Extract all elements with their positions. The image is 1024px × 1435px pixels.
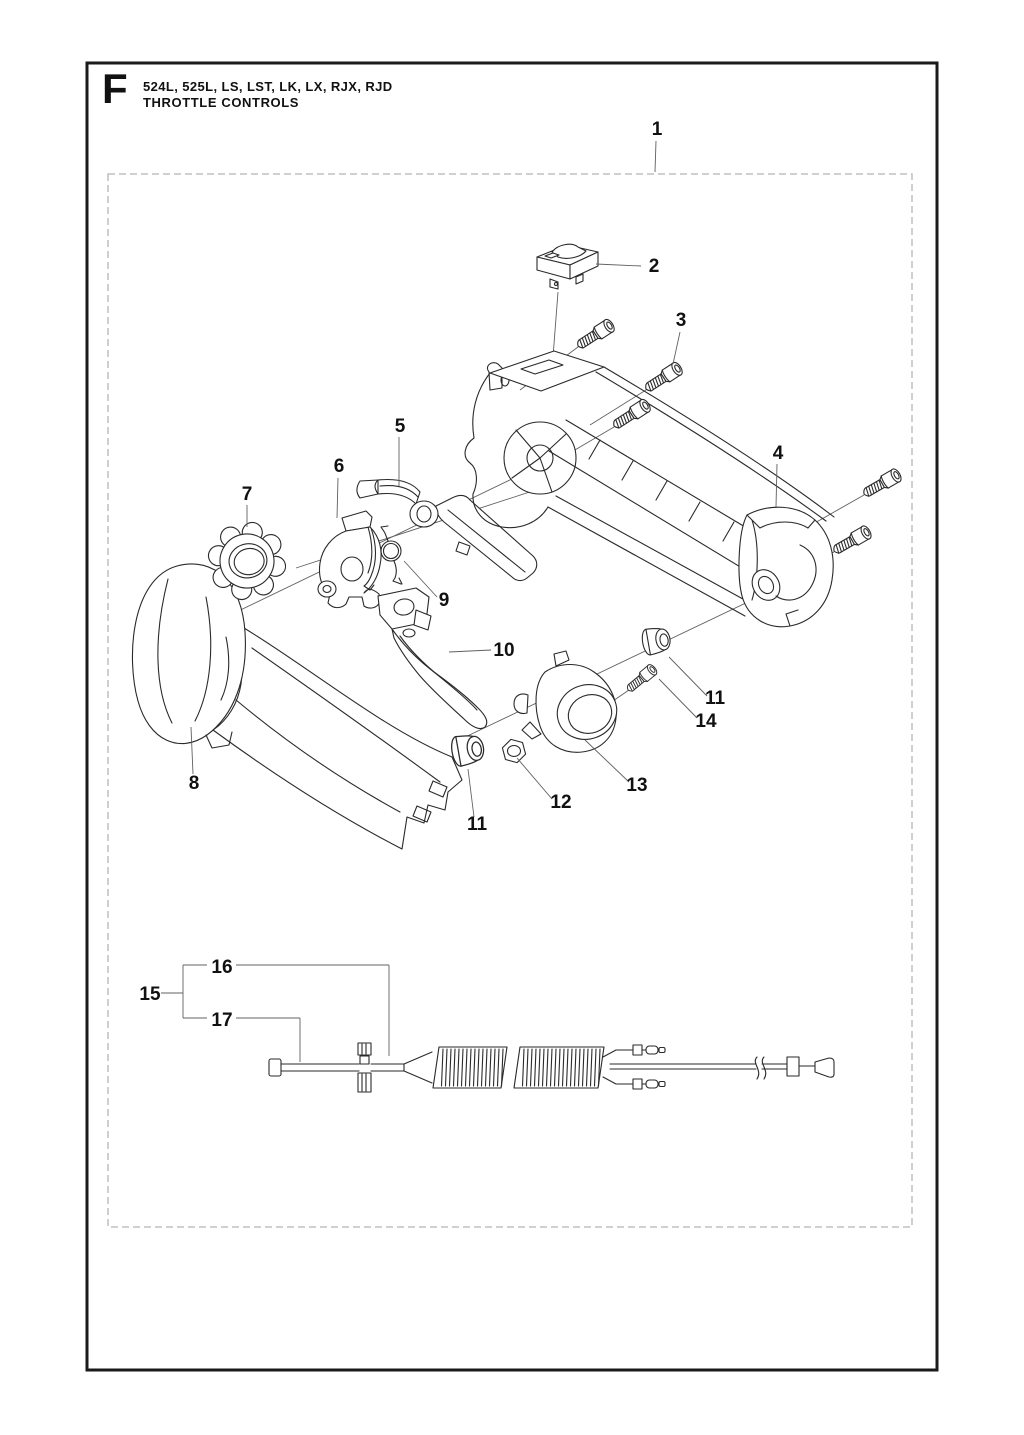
part-13-cable-clamp <box>514 651 624 752</box>
callout-1-label: 1 <box>651 119 663 140</box>
section-letter: F <box>102 65 128 112</box>
callout-12-label: 12 <box>550 792 572 813</box>
callout-3-label: 3 <box>675 310 687 331</box>
part-10-throttle-trigger <box>378 588 487 729</box>
callout-6-label: 6 <box>333 456 345 477</box>
callout-13-label: 13 <box>626 775 648 796</box>
part-3-screws <box>574 318 684 432</box>
callout-2-label: 2 <box>648 256 660 277</box>
callout-11-left-label: 11 <box>466 814 488 835</box>
page-title: THROTTLE CONTROLS <box>143 95 300 110</box>
callout-11-right-label: 11 <box>704 688 726 709</box>
callout-14-label: 14 <box>695 711 717 732</box>
callout-8-label: 8 <box>188 773 200 794</box>
callout-leader-lines <box>161 141 777 1062</box>
part-4-screws <box>830 467 903 557</box>
part-2-stop-switch <box>537 244 598 289</box>
part-15-cable-assembly <box>269 1043 834 1092</box>
callout-15-label: 15 <box>139 984 161 1005</box>
callout-5-label: 5 <box>394 416 406 437</box>
part-14-clamp-screw <box>624 663 659 695</box>
part-12-nut <box>502 739 525 762</box>
model-list: 524L, 525L, LS, LST, LK, LX, RJX, RJD <box>143 79 393 94</box>
part-4-housing-end-cap <box>739 507 833 627</box>
callout-10-label: 10 <box>493 640 515 661</box>
part-11-bushing-right <box>641 625 673 655</box>
part-11-bushing-left <box>450 732 486 767</box>
part-5-lockout-lever <box>357 480 537 581</box>
part-6-lockout-bracket <box>318 511 381 608</box>
callout-16-label: 16 <box>211 957 233 978</box>
callout-7-label: 7 <box>241 484 253 505</box>
callout-9-label: 9 <box>438 590 450 611</box>
callout-17-label: 17 <box>211 1010 233 1031</box>
callout-4-label: 4 <box>772 443 784 464</box>
